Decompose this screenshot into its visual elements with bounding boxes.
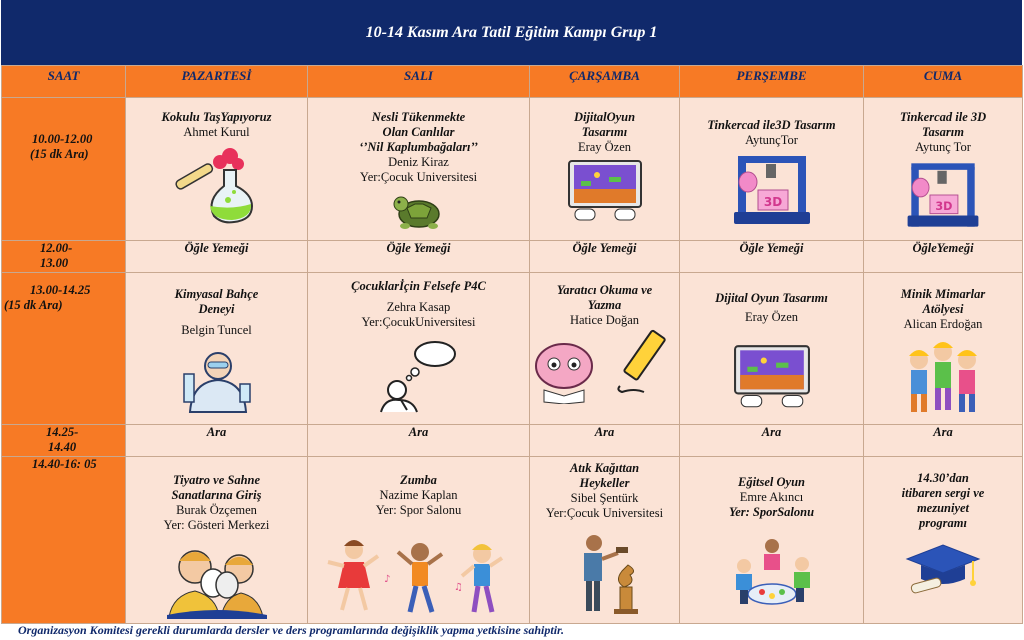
header-persembe: PERŞEMBE: [680, 66, 864, 98]
activity-person: Zehra Kasap: [386, 300, 451, 314]
activity-place: Yer:ÇocukUniversitesi: [361, 315, 476, 329]
activity-title: Sanatlarına Giriş: [171, 488, 262, 502]
activity-cell: [530, 98, 680, 241]
time-text: 12.00-: [40, 241, 73, 255]
activity-cell: [680, 98, 864, 241]
break-cell: Ara: [308, 425, 530, 457]
activity-place: Yer:Çocuk Universitesi: [359, 170, 478, 184]
activity-cell: [308, 98, 530, 241]
time-slot-3: [2, 457, 126, 624]
table-row: [2, 241, 1023, 273]
activity-place: Yer: Spor Salonu: [375, 503, 462, 517]
activity-cell: [308, 273, 530, 425]
schedule-table: [1, 65, 1023, 624]
flask-icon: [172, 144, 262, 226]
break-cell: Ara: [864, 425, 1023, 457]
builder-kids-icon: [897, 336, 989, 416]
activity-cell: [126, 273, 308, 425]
activity-title: Nesli Tükenmekte: [371, 110, 466, 124]
table-row: [2, 98, 1023, 241]
time-break: [2, 425, 126, 457]
activity-person: Belgin Tuncel: [181, 323, 252, 337]
activity-title: Tasarım: [922, 125, 964, 139]
time-text: 10.00-12.00: [32, 132, 93, 146]
activity-person: Burak Özçemen: [176, 503, 257, 517]
activity-cell: [864, 457, 1023, 624]
activity-person: AytunçTor: [745, 133, 798, 147]
brain-book-icon: [530, 340, 600, 404]
activity-title: programı: [919, 516, 967, 530]
activity-title: Heykeller: [579, 476, 630, 490]
turtle-icon: [391, 188, 447, 232]
activity-title: Kimyasal Bahçe: [174, 287, 259, 301]
activity-title: Deneyi: [198, 302, 235, 316]
activity-title: itibaren sergi ve: [901, 486, 985, 500]
time-slot-1: [2, 98, 126, 241]
activity-title: Atölyesi: [922, 302, 964, 316]
activity-place: Yer: Gösteri Merkezi: [163, 518, 270, 532]
pencil-icon: [614, 326, 676, 396]
time-slot-2: [2, 273, 126, 425]
activity-person: Sibel Şentürk: [570, 491, 639, 505]
activity-title: Yazma: [587, 298, 622, 312]
time-lunch: [2, 241, 126, 273]
graduation-cap-icon: [903, 537, 983, 599]
activity-title: Eğitsel Oyun: [737, 475, 806, 489]
title-text: 10-14 Kasım Ara Tatil Eğitim Kampı Grup 1: [365, 23, 658, 41]
activity-person: Eray Özen: [577, 140, 632, 154]
header-carsamba: ÇARŞAMBA: [530, 66, 680, 98]
activity-person: Nazime Kaplan: [379, 488, 458, 502]
activity-cell: [126, 98, 308, 241]
activity-cell: [680, 273, 864, 425]
activity-title: Yaratıcı Okuma ve: [556, 283, 653, 297]
activity-person: Aytunç Tor: [915, 140, 971, 154]
thinking-child-icon: [377, 338, 461, 414]
activity-cell: [864, 273, 1023, 425]
time-note: (15 dk Ara): [4, 298, 63, 312]
break-cell: Ara: [530, 425, 680, 457]
time-text: 13.00: [40, 256, 69, 270]
theatre-masks-icon: [165, 539, 269, 619]
activity-title: Tinkercad ile 3D: [899, 110, 987, 124]
3d-printer-icon: [902, 159, 984, 231]
activity-title: Zumba: [400, 473, 437, 487]
activity-person: Eray Özen: [744, 310, 799, 324]
kids-playing-icon: [730, 536, 814, 608]
activity-title: Minik Mimarlar: [900, 287, 986, 301]
activity-title: DijitalOyun: [573, 110, 636, 124]
activity-cell: [530, 273, 680, 425]
time-note: (15 dk Ara): [30, 147, 89, 161]
activity-cell: [530, 457, 680, 624]
lunch-cell: ÖğleYemeği: [864, 241, 1023, 273]
time-text: 14.40: [48, 440, 77, 454]
activity-person: Alican Erdoğan: [903, 317, 983, 331]
header-row: [2, 66, 1023, 98]
footer-note: Organizasyon Komitesi gerekli durumlarda dersler ve ders programlarında değişiklik yapma yetkisine sahiptir.: [18, 623, 565, 637]
time-text: 14.25-: [46, 425, 79, 439]
activity-cell: [308, 457, 530, 624]
header-sali: SALI: [308, 66, 530, 98]
activity-title: Olan Canlılar: [382, 125, 455, 139]
activity-person: Emre Akıncı: [739, 490, 804, 504]
arcade-screen-icon: [733, 343, 811, 411]
lunch-cell: Öğle Yemeği: [126, 241, 308, 273]
scientist-icon: [178, 348, 256, 414]
dancing-kids-icon: [324, 532, 514, 620]
activity-place: Yer: SporSalonu: [728, 505, 815, 519]
activity-person: Hatice Doğan: [569, 313, 640, 327]
activity-title: ‘’Nil Kaplumbağaları’’: [359, 140, 478, 154]
svg-text:♪: ♪: [383, 574, 390, 585]
table-row: [2, 425, 1023, 457]
lunch-cell: Öğle Yemeği: [680, 241, 864, 273]
activity-cell: [126, 457, 308, 624]
activity-person: Deniz Kiraz: [388, 155, 449, 169]
activity-place: Yer:Çocuk Universitesi: [545, 506, 664, 520]
time-text: 13.00-14.25: [30, 283, 91, 297]
svg-text:3D: 3D: [935, 199, 953, 213]
activity-title: Tinkercad ile3D Tasarım: [707, 118, 836, 132]
activity-title: Dijital Oyun Tasarımı: [715, 291, 828, 305]
activity-cell: [680, 457, 864, 624]
activity-title: Atık Kağıttan: [569, 461, 640, 475]
activity-title: Tasarımı: [581, 125, 628, 139]
arcade-screen-icon: [567, 159, 643, 223]
time-text: 14.40-16: 05: [32, 457, 97, 471]
activity-title: Tiyatro ve Sahne: [172, 473, 261, 487]
table-row: [2, 273, 1023, 425]
svg-text:♫: ♫: [453, 582, 463, 593]
page-title: [1, 0, 1022, 65]
activity-title: Çocuklarİçin Felsefe P4C: [351, 279, 486, 293]
header-cuma: CUMA: [864, 66, 1023, 98]
lunch-cell: Öğle Yemeği: [308, 241, 530, 273]
header-saat: SAAT: [2, 66, 126, 98]
sculptor-icon: [566, 531, 644, 615]
table-row: [2, 457, 1023, 624]
break-cell: Ara: [126, 425, 308, 457]
svg-text:3D: 3D: [763, 195, 782, 209]
activity-cell: [864, 98, 1023, 241]
lunch-cell: Öğle Yemeği: [530, 241, 680, 273]
activity-person: Ahmet Kurul: [183, 125, 250, 139]
activity-title: mezuniyet: [916, 501, 970, 515]
header-pazartesi: PAZARTESİ: [126, 66, 308, 98]
3d-printer-icon: [728, 152, 816, 228]
break-cell: Ara: [680, 425, 864, 457]
activity-title: Kokulu TaşYapıyoruz: [161, 110, 272, 124]
activity-title: 14.30’dan: [917, 471, 969, 485]
